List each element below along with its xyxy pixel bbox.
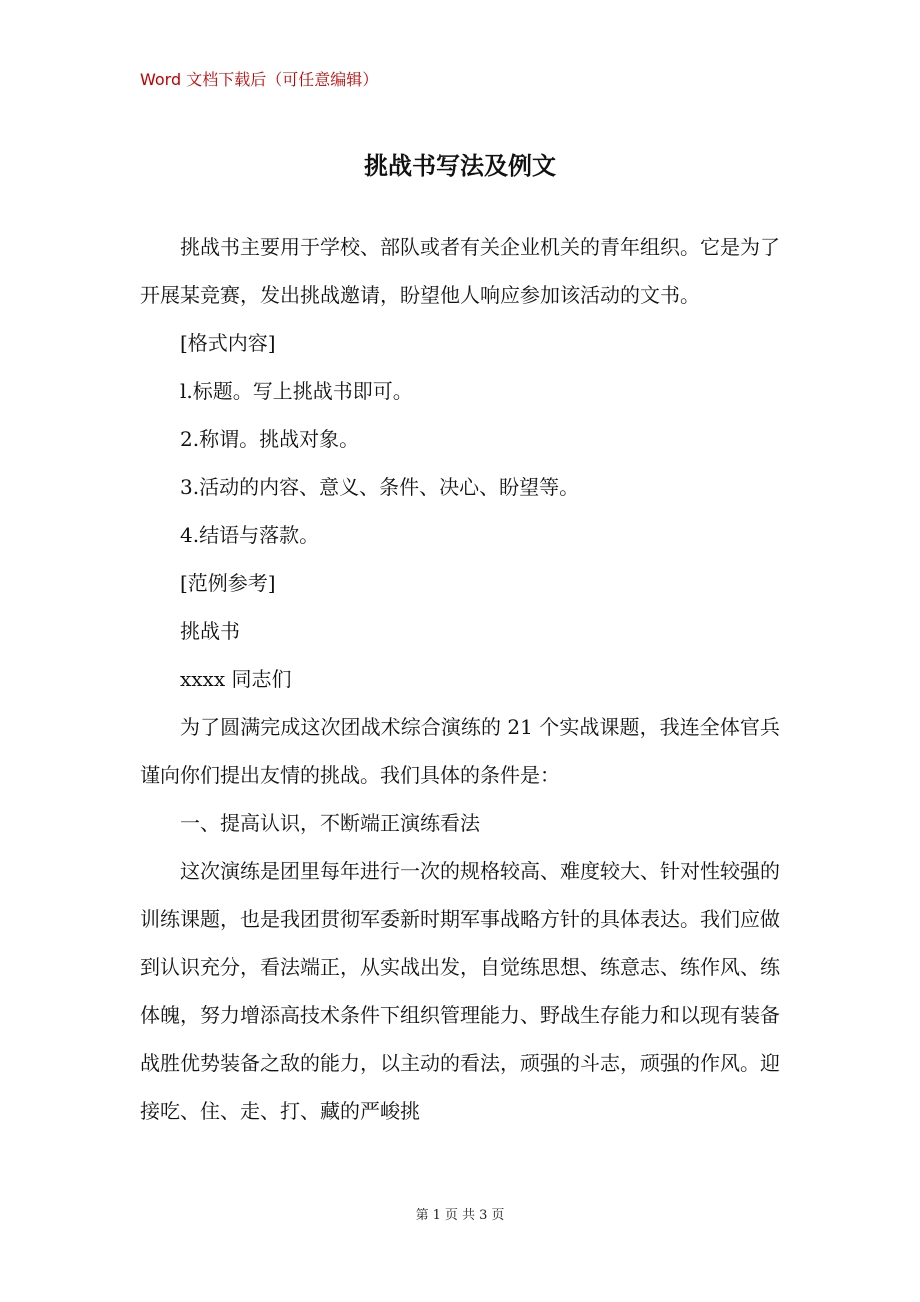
footer-total-pages: 3 (479, 1208, 488, 1223)
paragraph-format-item-4: 4.结语与落款。 (180, 523, 320, 547)
paragraph-format-heading: [格式内容] (180, 331, 276, 355)
paragraph-section-1-heading: 一、提高认识，不断端正演练看法 (180, 811, 480, 835)
page-footer (0, 1206, 920, 1226)
footer-middle: 页 共 (444, 1208, 476, 1223)
footer-prefix: 第 (415, 1208, 429, 1223)
paragraph-format-item-2: 2.称谓。挑战对象。 (180, 427, 360, 451)
paragraph-example-title: 挑战书 (180, 619, 240, 643)
paragraph-format-item-1: l.标题。写上挑战书即可。 (180, 379, 413, 403)
document-title: 挑战书写法及例文 (364, 152, 556, 180)
paragraph-section-1-body: 这次演练是团里每年进行一次的规格较高、难度较大、针对性较强的训练课题，也是我团贯彻军委新时期军事战略方针的具体表达。我们应做到认识充分，看法端正，从实战出发，自觉练思想、练意志、练作风、练体魄，努力增添高技术条件下组织管理能力、野战生存能力和以现有装备战胜优势装备之敌的能力，以主动的看法，顽强的斗志，顽强的作风。迎接吃、住、走、打、藏的严峻挑 (140, 859, 780, 1123)
paragraph-format-item-3: 3.活动的内容、意义、条件、决心、盼望等。 (180, 475, 580, 499)
paragraph-intro: 挑战书主要用于学校、部队或者有关企业机关的青年组织。它是为了开展某竞赛，发出挑战邀请，盼望他人响应参加该活动的文书。 (140, 235, 780, 307)
footer-suffix: 页 (491, 1208, 505, 1223)
download-note: Word 文档下载后（可任意编辑） (140, 70, 379, 89)
paragraph-example-heading: [范例参考] (180, 571, 276, 595)
document-body (140, 223, 780, 1135)
footer-current-page: 1 (432, 1208, 441, 1223)
paragraph-salutation: xxxx 同志们 (180, 667, 292, 691)
paragraph-example-opening: 为了圆满完成这次团战术综合演练的 21 个实战课题，我连全体官兵谨向你们提出友情的挑战。我们具体的条件是： (140, 715, 780, 787)
